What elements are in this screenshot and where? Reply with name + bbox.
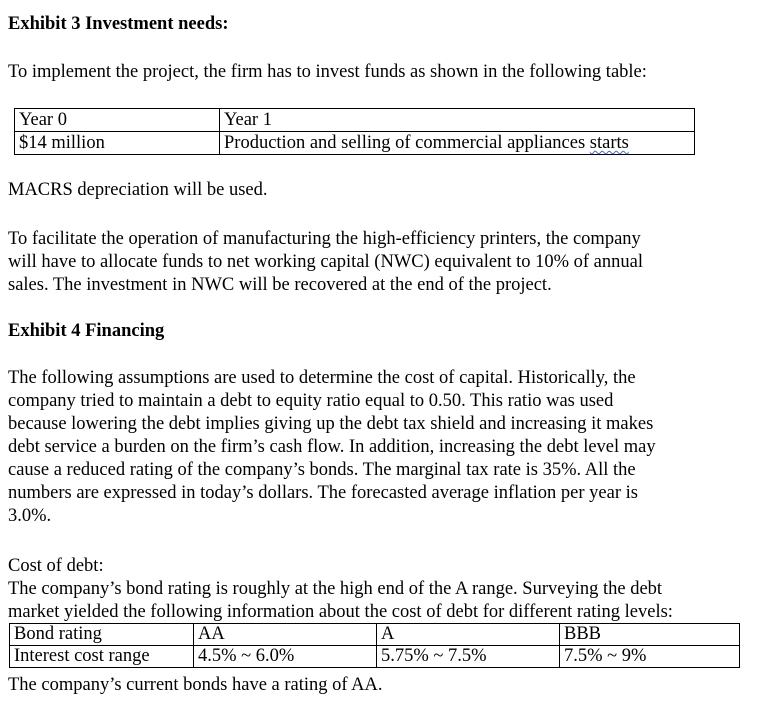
spellcheck-flagged-word[interactable]: starts [589, 133, 629, 153]
table-row [10, 646, 740, 668]
paragraph-line: because lowering the debt implies giving up the debt tax shield and increasing it makes [8, 414, 654, 434]
table-cell: Interest cost range [10, 646, 194, 668]
nwc-paragraph [8, 228, 643, 297]
exhibit4-heading: Exhibit 4 Financing [8, 321, 165, 341]
table-row [15, 109, 695, 132]
table-cell: AA [194, 624, 377, 646]
table-row [10, 624, 740, 646]
table-cell: 5.75% ~ 7.5% [377, 646, 560, 668]
table-cell: Year 1 [220, 109, 695, 132]
current-rating-note: The company’s current bonds have a rating of AA. [8, 675, 383, 695]
table-cell: 7.5% ~ 9% [560, 646, 740, 668]
investment-table [14, 108, 695, 155]
table-cell: BBB [560, 624, 740, 646]
bond-rating-table [9, 623, 740, 668]
paragraph-line: sales. The investment in NWC will be recovered at the end of the project. [8, 275, 552, 295]
paragraph-line: The company’s bond rating is roughly at the high end of the A range. Surveying the debt [8, 579, 663, 599]
cost-of-debt-label: Cost of debt: [8, 556, 104, 576]
exhibit3-intro: To implement the project, the firm has to invest funds as shown in the following table: [8, 62, 647, 82]
paragraph-line: company tried to maintain a debt to equity ratio equal to 0.50. This ratio was used [8, 391, 614, 411]
table-cell: Bond rating [10, 624, 194, 646]
table-cell [220, 132, 695, 155]
table-cell: 4.5% ~ 6.0% [194, 646, 377, 668]
cell-text: Production and selling of commercial appliances [224, 133, 590, 153]
macrs-note: MACRS depreciation will be used. [8, 180, 268, 200]
table-row [15, 132, 695, 155]
table-cell: A [377, 624, 560, 646]
paragraph-line: numbers are expressed in today’s dollars. The forecasted average inflation per year is [8, 483, 638, 503]
paragraph-line: market yielded the following information about the cost of debt for different rating levels: [8, 602, 673, 622]
paragraph-line: debt service a burden on the firm’s cash flow. In addition, increasing the debt level may [8, 437, 656, 457]
table-cell: Year 0 [15, 109, 220, 132]
paragraph-line: To facilitate the operation of manufacturing the high-efficiency printers, the company [8, 229, 641, 249]
paragraph-line: will have to allocate funds to net working capital (NWC) equivalent to 10% of annual [8, 252, 643, 272]
paragraph-line: 3.0%. [8, 506, 52, 526]
cost-of-debt-paragraph [8, 578, 673, 624]
assumptions-paragraph [8, 367, 656, 528]
paragraph-line: cause a reduced rating of the company’s bonds. The marginal tax rate is 35%. All the [8, 460, 636, 480]
exhibit3-heading: Exhibit 3 Investment needs: [8, 14, 229, 34]
paragraph-line: The following assumptions are used to determine the cost of capital. Historically, the [8, 368, 636, 388]
table-cell: $14 million [15, 132, 220, 155]
